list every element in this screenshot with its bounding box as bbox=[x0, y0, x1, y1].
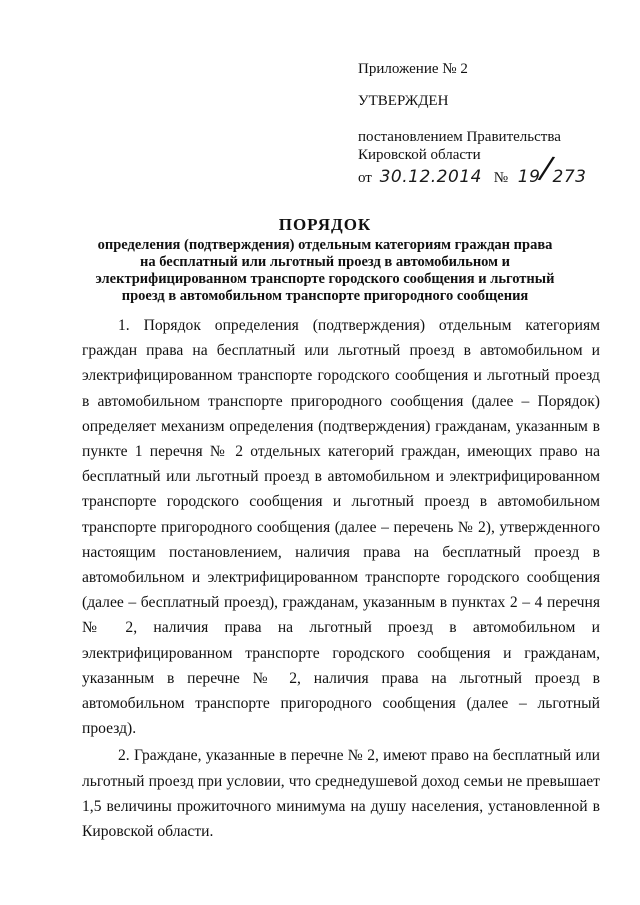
handwritten-date: 30.12.2014 bbox=[379, 167, 482, 187]
handwritten-slash-mark: / bbox=[539, 150, 554, 187]
annex-label: Приложение № 2 bbox=[358, 61, 468, 77]
document-title-block bbox=[40, 215, 610, 305]
handwritten-number-part-a: 19 bbox=[517, 167, 541, 187]
paragraph-2: 2. Граждане, указанные в перечне № 2, имеют право на бесплатный или льготный проезд при условии, что среднедушевой доход семьи не превышает 1,5 величины прожиточного минимума на душу населения, установленной в Кировской области. bbox=[82, 747, 600, 841]
decree-line-1: постановлением Правительства bbox=[358, 129, 561, 145]
paragraph-1: 1. Порядок определения (подтверждения) отдельным категориям граждан права на бесплатный или льготный проезд в автомобильном и электрифицированном транспорте городского сообщения и льготный проезд в автомобильном транспорте пригородного сообщения (далее – Порядок) определяет механизм определения (подтверждения) гражданам, указанным в пункте 1 перечня № 2 отдельных категорий граждан, имеющих право на бесплатный или льготный проезд в автомобильном и электрифицированном транспорте городского сообщения и льготный проезд в автомобильном транспорте пригородного сообщения (далее – перечень № 2), утвержденного настоящим постановлением, наличия права на бесплатный проезд в автомобильном и электрифицированном транспорте городского сообщения (далее – бесплатный проезд), гражданам, указанным в пунктах 2 – 4 перечня № 2, наличия права на льготный проезд в автомобильном и электрифицированном транспорте городского сообщения и гражданам, указанным в перечне № 2, наличия права на льготный проезд в автомобильном транспорте пригородного сообщения (далее – льготный проезд). bbox=[82, 317, 600, 738]
number-label: № bbox=[493, 170, 509, 186]
handwritten-number-part-b: 273 bbox=[552, 167, 587, 187]
title-subline: определения (подтверждения) отдельным категориям граждан права bbox=[97, 237, 553, 253]
title-subline: на бесплатный или льготный проезд в автомобильном и bbox=[139, 254, 511, 270]
approval-block bbox=[358, 60, 618, 187]
approved-stamp-text: УТВЕРЖДЕН bbox=[358, 93, 449, 109]
document-body bbox=[82, 313, 600, 844]
from-label: от bbox=[358, 170, 372, 186]
title-subline: электрифицированном транспорте городского сообщения и льготный bbox=[95, 271, 555, 287]
decree-line-2: Кировской области bbox=[358, 147, 481, 163]
title-subline: проезд в автомобильном транспорте пригородного сообщения bbox=[121, 288, 529, 304]
document-title: ПОРЯДОК bbox=[278, 215, 372, 234]
